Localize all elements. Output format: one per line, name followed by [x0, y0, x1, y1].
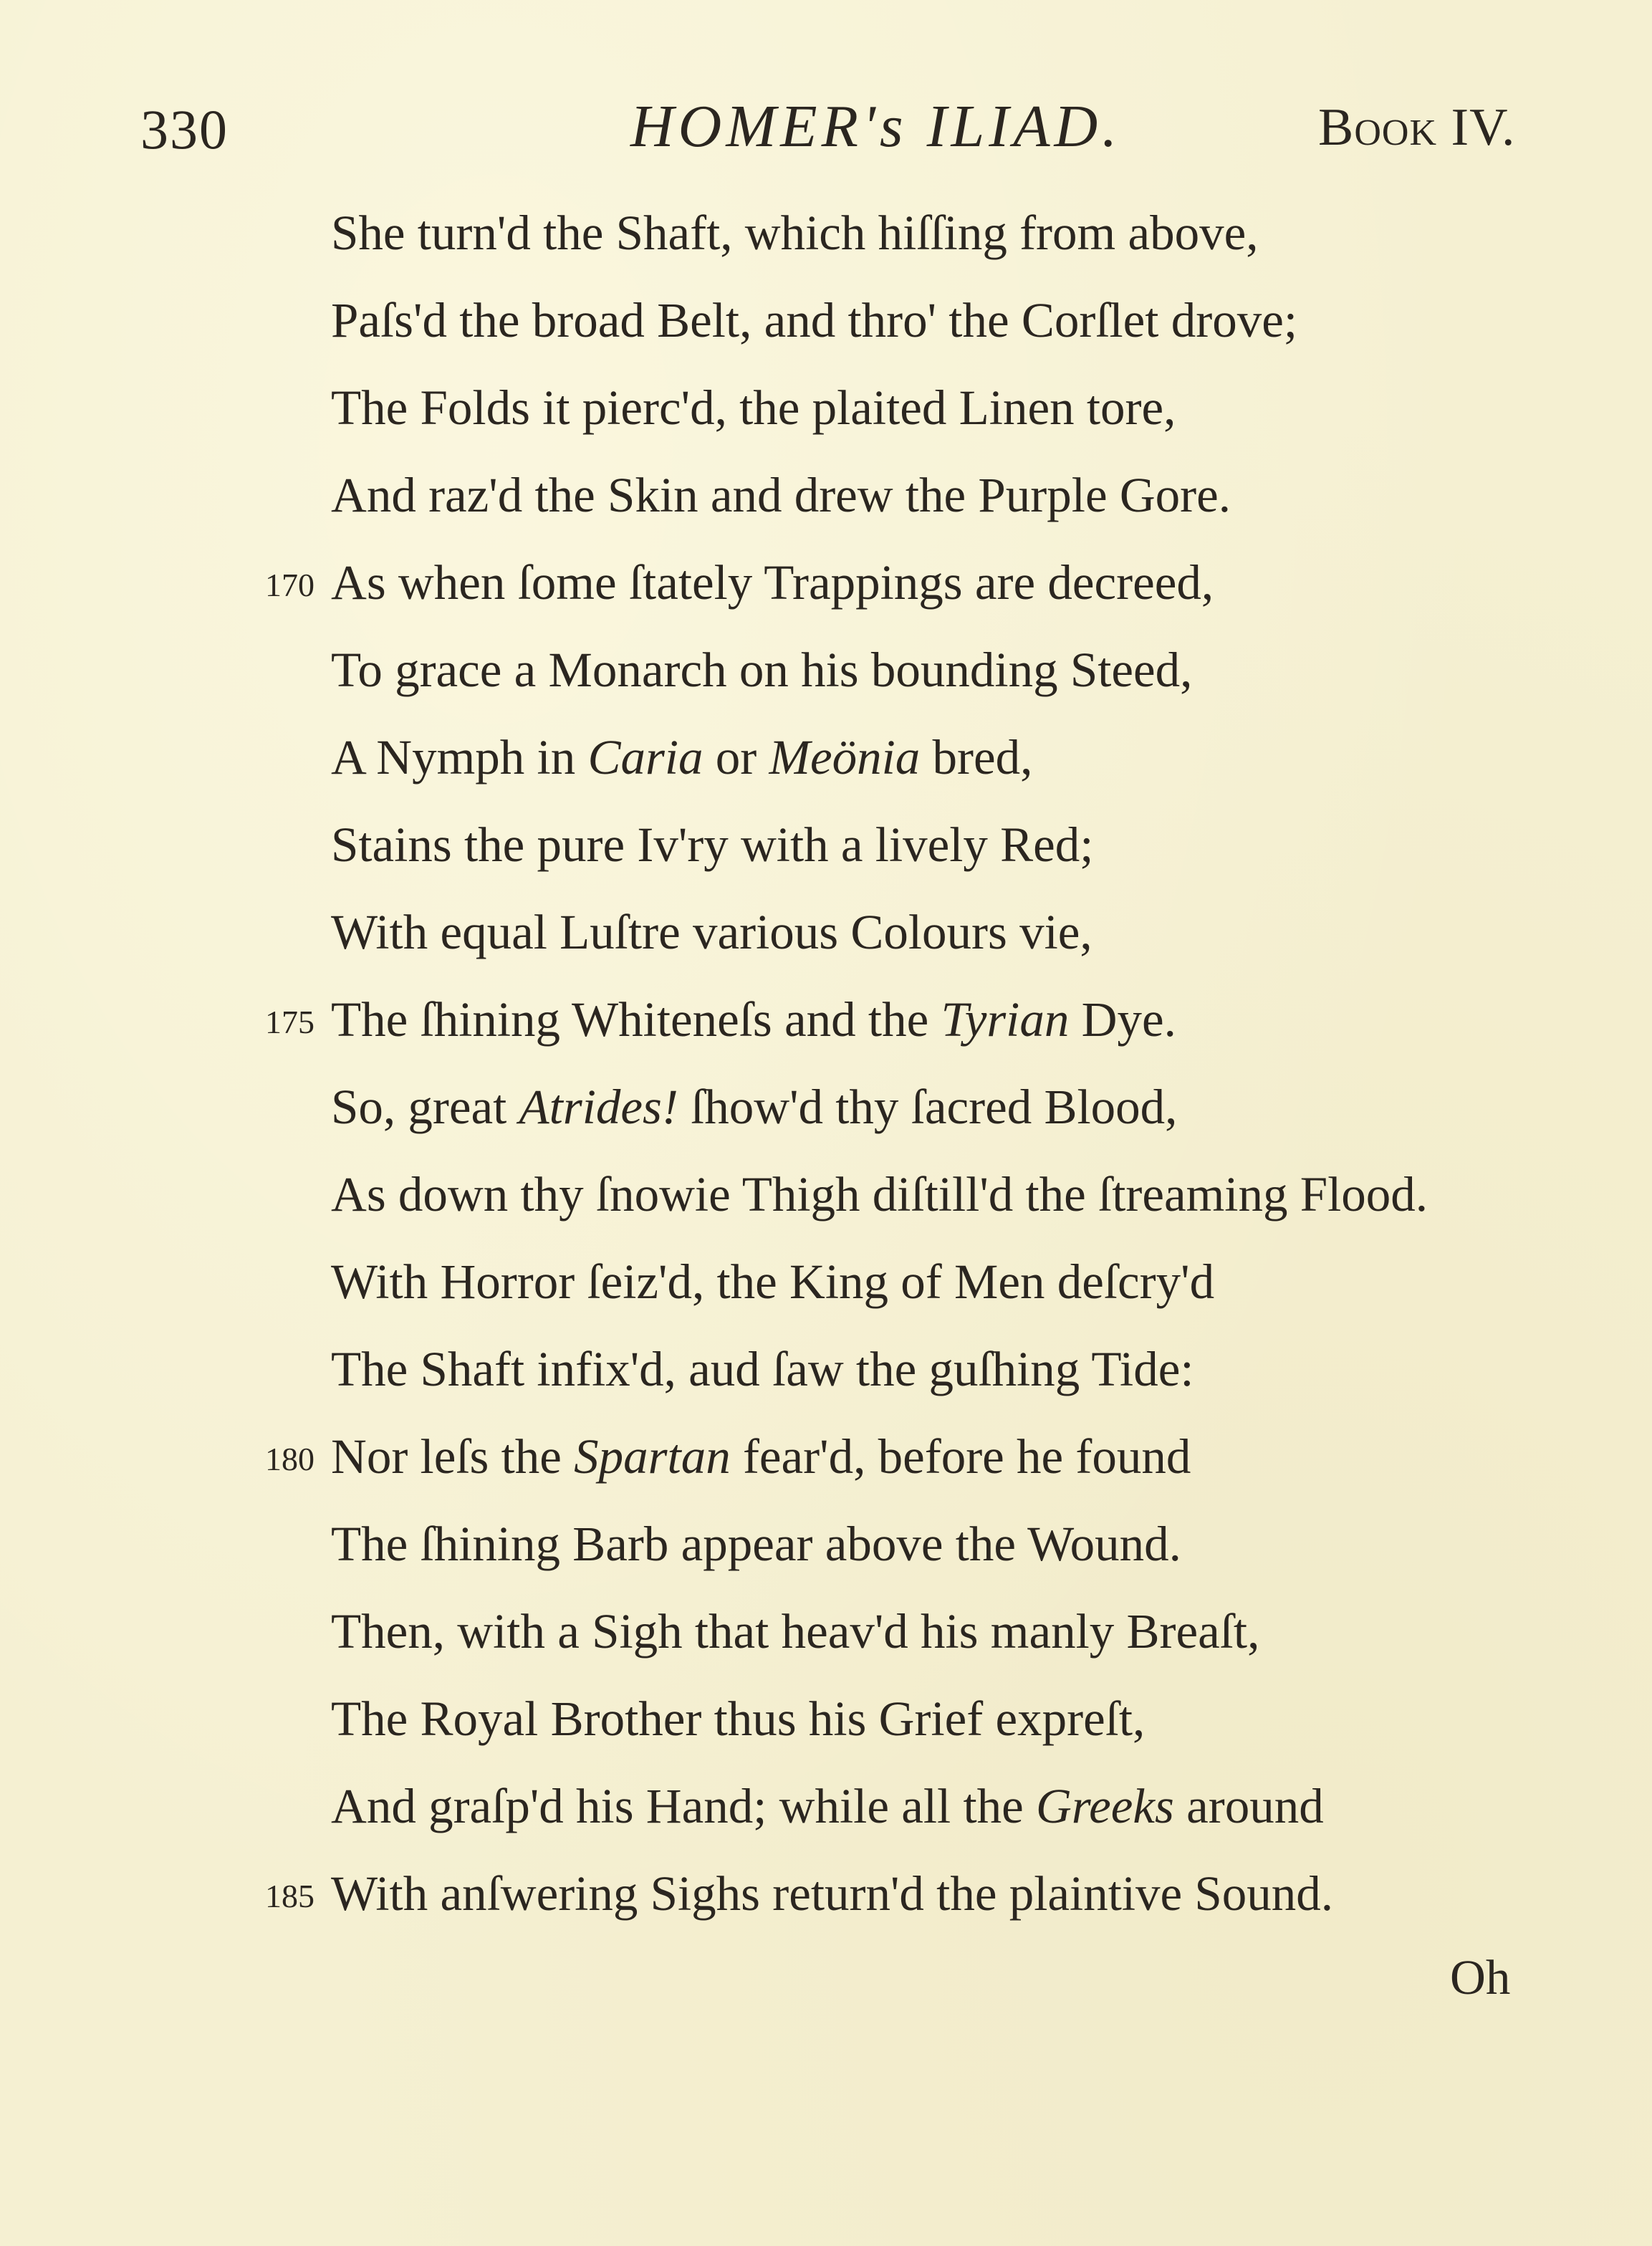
verse-line: [0, 1333, 1652, 1421]
italic-name: Greeks: [1036, 1779, 1174, 1833]
text-segment: Dye.: [1069, 992, 1176, 1047]
catchword: Oh: [1450, 1950, 1511, 2005]
verse-line-text: [331, 1071, 1177, 1143]
verse-line-text: To grace a Monarch on his bounding Steed,: [331, 643, 1193, 697]
line-number: 170: [265, 567, 314, 603]
verse-line-text: The ſhining Barb appear above the Wound.: [331, 1517, 1181, 1571]
verse-line-text: With anſwering Sighs return'd the plaintive Sound.: [331, 1866, 1334, 1921]
verse-line: [0, 1858, 1652, 1945]
text-segment: So, great: [331, 1080, 519, 1134]
line-number: 175: [265, 1004, 314, 1040]
verse-line-text: [331, 1421, 1191, 1492]
verse-line: [0, 984, 1652, 1071]
verse-line-text: [331, 721, 1032, 793]
verse-line-text: With equal Luſtre various Colours vie,: [331, 905, 1092, 959]
italic-name: Meönia: [769, 730, 921, 784]
verse-line-text: As when ſome ſtately Trappings are decreed,: [331, 555, 1214, 610]
verse-block: [0, 197, 1652, 1945]
text-segment: Nor leſs the: [331, 1429, 575, 1484]
verse-line: [0, 1421, 1652, 1508]
verse-line: [0, 634, 1652, 721]
verse-line-text: Then, with a Sigh that heav'd his manly Breaſt,: [331, 1604, 1260, 1659]
verse-line-text: As down thy ſnowie Thigh diſtill'd the ſtreaming Flood.: [331, 1167, 1428, 1222]
verse-line: [0, 1246, 1652, 1333]
text-segment: or: [703, 730, 769, 784]
verse-line: [0, 896, 1652, 984]
verse-line-text: Stains the pure Iv'ry with a lively Red;: [331, 817, 1094, 872]
text-segment: around: [1173, 1779, 1324, 1833]
italic-name: Tyrian: [941, 992, 1070, 1047]
italic-name: Atrides!: [519, 1080, 678, 1134]
text-segment: fear'd, before he found: [730, 1429, 1191, 1484]
verse-line: [0, 459, 1652, 547]
verse-line-text: She turn'd the Shaft, which hiſſing from above,: [331, 206, 1259, 260]
verse-line: [0, 1595, 1652, 1683]
verse-line: [0, 547, 1652, 634]
book-label: [1318, 97, 1516, 158]
verse-line: [0, 1071, 1652, 1158]
verse-line: [0, 1683, 1652, 1770]
italic-name: Spartan: [574, 1429, 731, 1484]
verse-line-text: [331, 1770, 1324, 1842]
verse-line: [0, 1508, 1652, 1595]
running-title: HOMER's ILIAD.: [630, 93, 1122, 160]
verse-line: [0, 372, 1652, 459]
verse-line: [0, 721, 1652, 809]
line-number: 185: [265, 1878, 314, 1914]
verse-line: [0, 1158, 1652, 1246]
text-segment: ſhow'd thy ſacred Blood,: [678, 1080, 1178, 1134]
verse-line: [0, 284, 1652, 372]
verse-line-text: The Folds it pierc'd, the plaited Linen tore,: [331, 380, 1176, 435]
text-segment: And graſp'd his Hand; while all the: [331, 1779, 1036, 1833]
verse-line-text: The Shaft infix'd, aud ſaw the guſhing Tide:: [331, 1342, 1194, 1396]
text-segment: The ſhining Whiteneſs and the: [331, 992, 941, 1047]
page-header: [0, 92, 1652, 163]
verse-line: [0, 1770, 1652, 1858]
verse-line-text: [331, 984, 1176, 1055]
italic-name: Caria: [587, 730, 703, 784]
verse-line: [0, 197, 1652, 284]
text-segment: A Nymph in: [331, 730, 588, 784]
verse-line: [0, 809, 1652, 896]
page-number: 330: [140, 98, 229, 160]
verse-line-text: The Royal Brother thus his Grief expreſt,: [331, 1691, 1146, 1746]
text-segment: bred,: [920, 730, 1033, 784]
verse-line-text: With Horror ſeiz'd, the King of Men deſcry'd: [331, 1254, 1215, 1309]
book-label-text: Book IV.: [1318, 98, 1516, 157]
verse-line-text: And raz'd the Skin and drew the Purple Gore.: [331, 468, 1231, 522]
verse-line-text: Paſs'd the broad Belt, and thro' the Corſlet drove;: [331, 293, 1298, 347]
line-number: 180: [265, 1441, 314, 1477]
